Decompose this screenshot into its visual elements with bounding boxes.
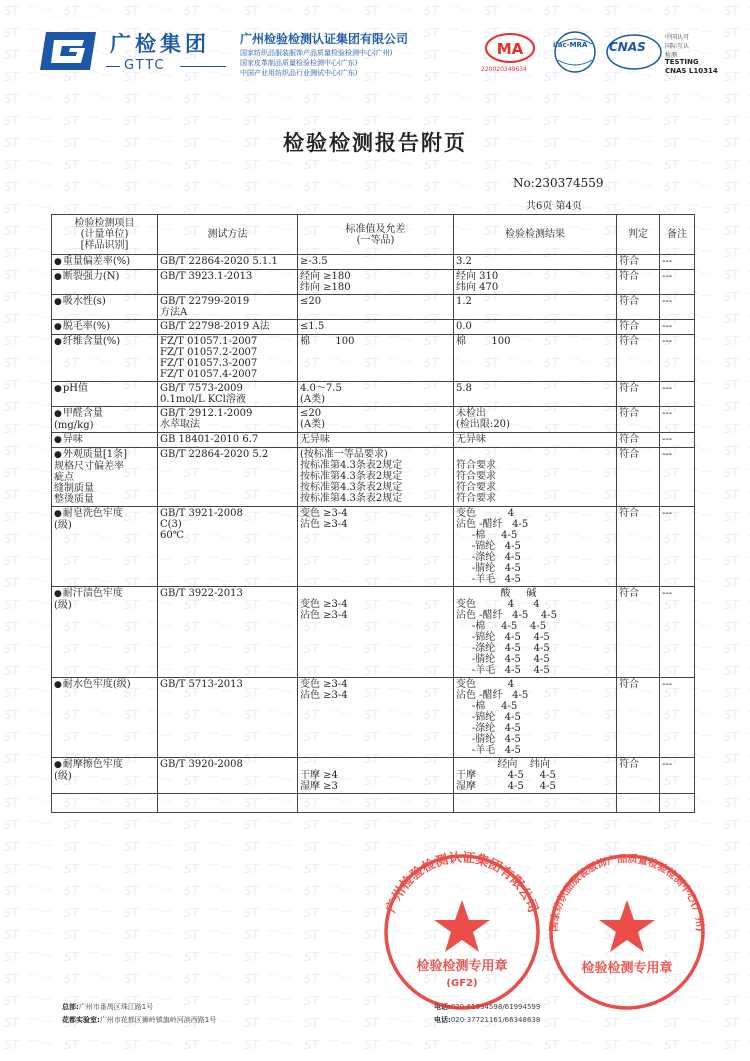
item-cell [52, 320, 158, 335]
blank-cell [660, 794, 695, 813]
footer-huadu-label: 花都实验室: [62, 1016, 100, 1024]
judgment-cell: 符合 [617, 433, 660, 448]
header-standard: 标准值及允差 (一等品) [298, 215, 454, 255]
item-cell [52, 758, 158, 794]
item-label: ● 脱毛率(%) [54, 321, 110, 332]
judgment-cell: 符合 [617, 407, 660, 433]
brand-underline-right [180, 66, 226, 67]
method-cell: GB/T 3922-2013 [158, 587, 298, 678]
result-cell: 0.0 [454, 320, 617, 335]
standard-cell: 经向 ≥180 纬向 ≥180 [298, 270, 454, 295]
cnas-side-5: CNAS L10314 [665, 67, 718, 75]
standard-cell: ≥-3.5 [298, 255, 454, 270]
right-stamp-center: 检验检测专用章 [581, 961, 673, 976]
standard-cell: 无异味 [298, 433, 454, 448]
footer-hq-address: 广州市番禺区珠江路1号 [78, 1003, 154, 1011]
gttc-logo-icon [38, 30, 100, 72]
note-cell: --- [660, 335, 695, 382]
method-cell: GB 18401-2010 6.7 [158, 433, 298, 448]
blank-cell [617, 794, 660, 813]
cnas-side-2: 国际互认 [665, 43, 690, 50]
footer-huadu [62, 1015, 216, 1025]
table-row [52, 295, 695, 320]
header-judgment: 判定 [617, 215, 660, 255]
standard-cell: (按标准一等品要求) 按标准第4.3条表2规定 按标准第4.3条表2规定 按标准第4.3条表2规定 按标准第4.3条表2规定 [298, 448, 454, 507]
note-cell: --- [660, 407, 695, 433]
item-cell [52, 295, 158, 320]
method-cell: GB/T 3921-2008 C(3) 60℃ [158, 507, 298, 587]
header-note: 备注 [660, 215, 695, 255]
cma-code: 220020349634 [481, 66, 527, 73]
page-info: 共6页 第4页 [526, 201, 582, 212]
judgment-cell: 符合 [617, 295, 660, 320]
result-cell: 符合要求 符合要求 符合要求 符合要求 [454, 448, 617, 507]
cnas-side-3: 检测 [665, 52, 678, 59]
standard-cell: ≤1.5 [298, 320, 454, 335]
report-header [0, 0, 750, 100]
item-label: ● 耐水色牢度(级) [54, 679, 131, 690]
left-stamp-code: (GF2) [446, 978, 478, 989]
result-cell: 经向 310 纬向 470 [454, 270, 617, 295]
item-cell [52, 270, 158, 295]
result-cell: 3.2 [454, 255, 617, 270]
report-number: No:230374559 [513, 176, 604, 190]
result-cell: 变色 4 沾色 -醋纤 4-5 -棉 4-5 -锦纶 4-5 -涤纶 4-5 -腈纶 4-5 -羊毛 4-5 [454, 507, 617, 587]
item-cell [52, 507, 158, 587]
cnas-side-4: TESTING [665, 58, 699, 66]
method-cell: GB/T 22799-2019 方法A [158, 295, 298, 320]
cnas-side-1: 中国认可 [665, 34, 690, 41]
note-cell: --- [660, 320, 695, 335]
method-cell: GB/T 5713-2013 [158, 678, 298, 758]
blank-cell [298, 794, 454, 813]
standard-cell: 变色 ≥3-4 沾色 ≥3-4 [298, 587, 454, 678]
results-table [51, 214, 695, 813]
header-item: 检验检测项目 (计量单位) [样品识别] [52, 215, 158, 255]
result-cell: 1.2 [454, 295, 617, 320]
judgment-cell: 符合 [617, 678, 660, 758]
header-method: 测试方法 [158, 215, 298, 255]
item-label: ● 耐皂洗色牢度 (级) [54, 508, 123, 531]
table-row [52, 270, 695, 295]
result-cell: 未检出 (检出限:20) [454, 407, 617, 433]
judgment-cell: 符合 [617, 758, 660, 794]
item-label: ● 外观质量[1条] 规格尺寸偏差率 疵点 缝制质量 整烫质量 [54, 449, 127, 505]
method-cell: GB/T 7573-2009 0.1mol/L KCl溶液 [158, 382, 298, 407]
item-cell [52, 587, 158, 678]
left-stamp-ring: 广州检验检测认证集团有限公司 [383, 850, 541, 915]
left-stamp-center: 检验检测专用章 [416, 959, 508, 974]
standard-cell: ≤20 (A类) [298, 407, 454, 433]
judgment-cell: 符合 [617, 507, 660, 587]
method-cell: GB/T 2912.1-2009 水萃取法 [158, 407, 298, 433]
table-row [52, 587, 695, 678]
judgment-cell: 符合 [617, 382, 660, 407]
footer-huadu-address: 广州市花都区狮岭镇旗岭河滨西路1号 [99, 1016, 217, 1024]
footer-tel-2-number: 020-37721161/66348638 [450, 1016, 541, 1024]
item-label: ● 异味 [54, 434, 83, 445]
footer-tel-label: 电话: [434, 1003, 451, 1011]
judgment-cell: 符合 [617, 587, 660, 678]
blank-cell [158, 794, 298, 813]
footer-hq [62, 1002, 153, 1012]
footer-hq-label: 总部: [62, 1003, 79, 1011]
item-cell [52, 433, 158, 448]
standard-cell: 干摩 ≥4 湿摩 ≥3 [298, 758, 454, 794]
result-cell: 无异味 [454, 433, 617, 448]
method-cell: GB/T 3923.1-2013 [158, 270, 298, 295]
blank-row [52, 794, 695, 813]
result-cell: 酸 碱 变色 4 4 沾色 -醋纤 4-5 4-5 -棉 4-5 4-5 -锦纶 4-5 4-5 -涤纶 4-5 4-5 -腈纶 4-5 4-5 -羊毛 4-5 4-5 [454, 587, 617, 678]
note-cell: --- [660, 448, 695, 507]
item-cell [52, 382, 158, 407]
item-cell [52, 678, 158, 758]
table-row [52, 335, 695, 382]
item-cell [52, 255, 158, 270]
table-row [52, 320, 695, 335]
result-cell: 5.8 [454, 382, 617, 407]
blank-cell [52, 794, 158, 813]
table-row [52, 448, 695, 507]
table-row [52, 433, 695, 448]
standard-cell: ≤20 [298, 295, 454, 320]
item-label: ● 耐汗渍色牢度 (级) [54, 588, 123, 611]
item-label: ● 重量偏差率(%) [54, 256, 130, 267]
result-cell: 棉 100 [454, 335, 617, 382]
footer-tel-number: 020-61994598/61994599 [450, 1003, 541, 1011]
table-row [52, 678, 695, 758]
table-row [52, 407, 695, 433]
org-subtitle-3: 中国产业用纺织品行业测试中心(广东) [240, 69, 358, 77]
method-cell: GB/T 22798-2019 A法 [158, 320, 298, 335]
svg-text:MA: MA [496, 40, 524, 58]
brand-name: 广检集团 [110, 32, 210, 56]
right-stamp-ring: 国家纺织品服装服饰产品质量检验检测中心(广州) [548, 853, 706, 933]
judgment-cell: 符合 [617, 320, 660, 335]
header-result: 检验检测结果 [454, 215, 617, 255]
note-cell: --- [660, 433, 695, 448]
org-subtitle-2: 国家皮革制品质量检验检测中心(广东) [240, 59, 358, 67]
blank-cell [454, 794, 617, 813]
method-cell: GB/T 22864-2020 5.2 [158, 448, 298, 507]
method-cell: GB/T 22864-2020 5.1.1 [158, 255, 298, 270]
table-row [52, 255, 695, 270]
result-cell: 经向 纬向 干摩 4-5 4-5 湿摩 4-5 4-5 [454, 758, 617, 794]
note-cell: --- [660, 255, 695, 270]
judgment-cell: 符合 [617, 270, 660, 295]
item-cell [52, 335, 158, 382]
judgment-cell: 符合 [617, 335, 660, 382]
table-row [52, 758, 695, 794]
method-cell: GB/T 3920-2008 [158, 758, 298, 794]
item-cell [52, 448, 158, 507]
note-cell: --- [660, 587, 695, 678]
item-label: ● 纤维含量(%) [54, 336, 120, 347]
note-cell: --- [660, 270, 695, 295]
standard-cell: 棉 100 [298, 335, 454, 382]
item-cell [52, 407, 158, 433]
ilac-mra-icon [552, 30, 598, 74]
ilac-label: ilac-MRA [553, 41, 588, 49]
standard-cell: 变色 ≥3-4 沾色 ≥3-4 [298, 507, 454, 587]
footer-tel-2-label: 电话: [434, 1016, 451, 1024]
note-cell: --- [660, 382, 695, 407]
item-label: ● pH值 [54, 383, 88, 394]
result-cell: 变色 4 沾色 -醋纤 4-5 -棉 4-5 -锦纶 4-5 -涤纶 4-5 -腈纶 4-5 -羊毛 4-5 [454, 678, 617, 758]
note-cell: --- [660, 678, 695, 758]
page-title: 检验检测报告附页 [283, 131, 467, 155]
table-row [52, 382, 695, 407]
inspection-stamps [370, 840, 710, 1010]
standard-cell: 变色 ≥3-4 沾色 ≥3-4 [298, 678, 454, 758]
note-cell: --- [660, 295, 695, 320]
table-row [52, 507, 695, 587]
judgment-cell: 符合 [617, 255, 660, 270]
brand-abbrev: GTTC [124, 58, 166, 73]
org-subtitle-1: 国家纺织品服装服饰产品质量检验检测中心(广州) [240, 49, 393, 57]
note-cell: --- [660, 507, 695, 587]
item-label: ● 断裂强力(N) [54, 271, 119, 282]
item-label: ● 耐摩擦色牢度 (级) [54, 759, 123, 782]
judgment-cell: 符合 [617, 448, 660, 507]
note-cell: --- [660, 758, 695, 794]
item-label: ● 甲醛含量 (mg/kg) [54, 408, 103, 431]
standard-cell: 4.0～7.5 (A类) [298, 382, 454, 407]
brand-underline-left [106, 66, 120, 67]
cnas-label: CNAS [609, 40, 646, 54]
method-cell: FZ/T 01057.1-2007 FZ/T 01057.2-2007 FZ/T 01057.3-2007 FZ/T 01057.4-2007 [158, 335, 298, 382]
item-label: ● 吸水性(s) [54, 296, 106, 307]
org-title: 广州检验检测认证集团有限公司 [240, 32, 409, 46]
footer-tel-2 [434, 1015, 540, 1025]
table-header-row [52, 215, 695, 255]
